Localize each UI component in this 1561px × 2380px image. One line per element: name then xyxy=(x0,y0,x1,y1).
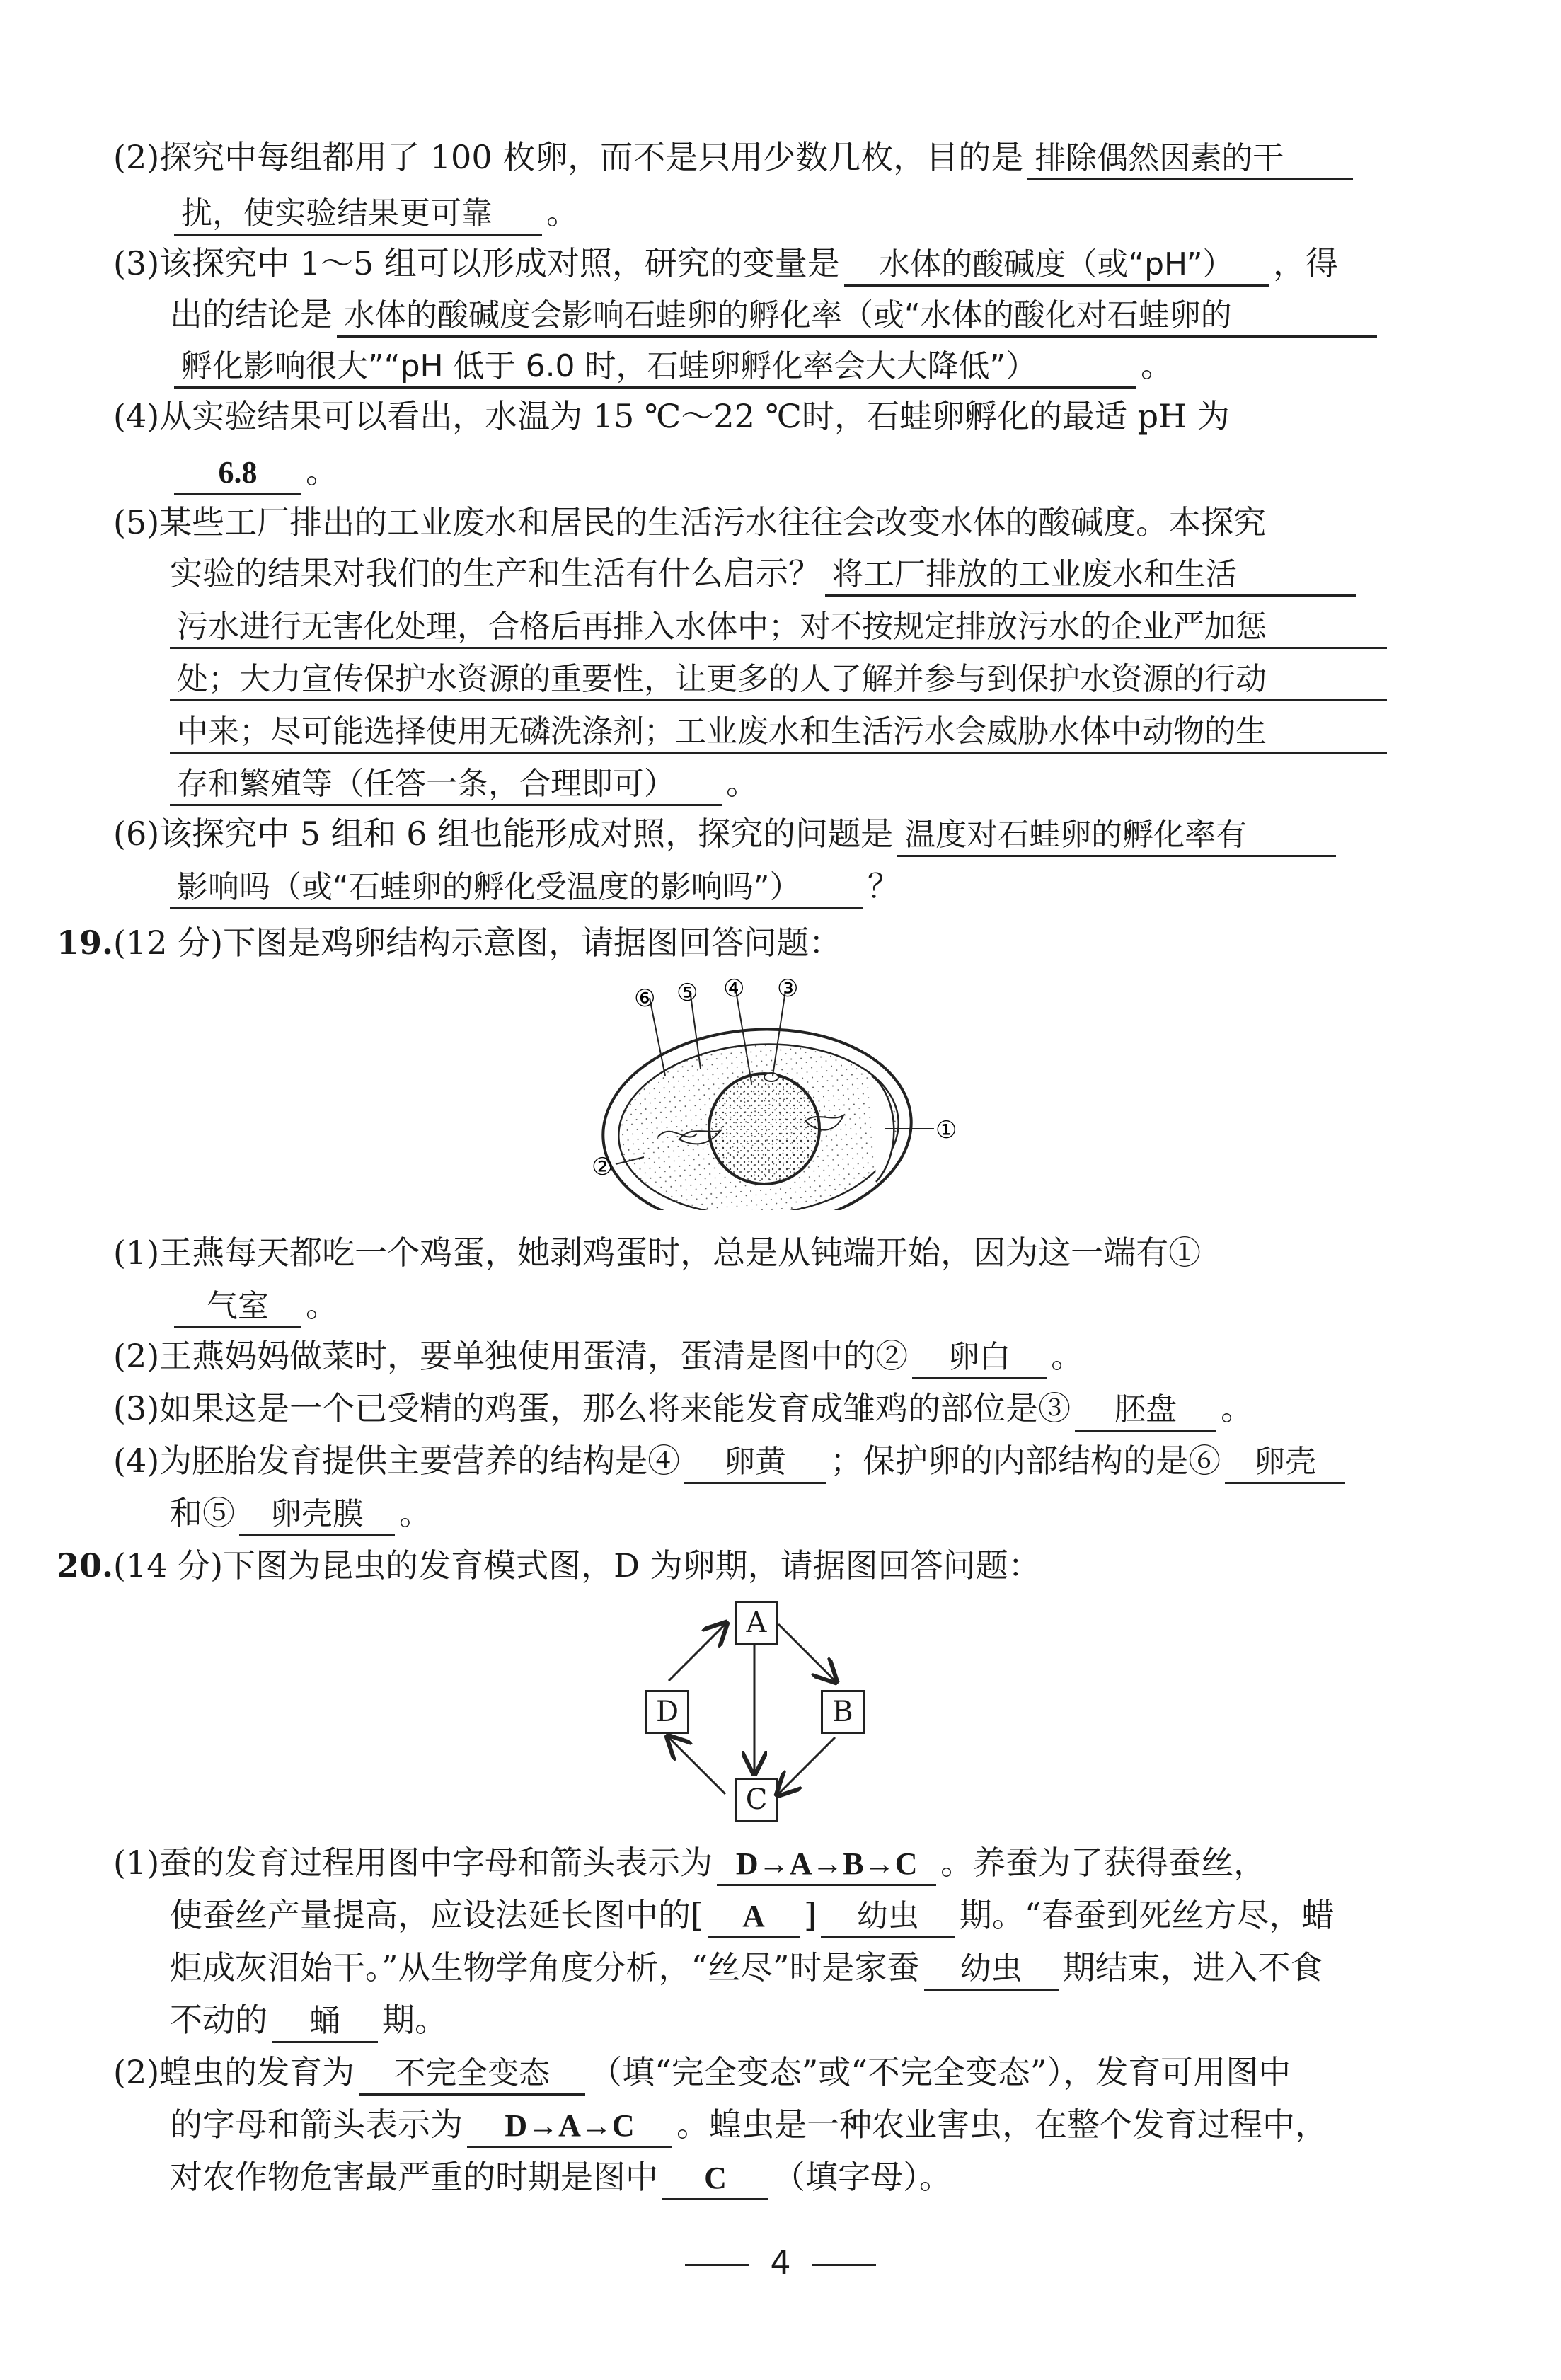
arrow-a-to-b xyxy=(778,1624,835,1681)
q19-p1-text: (1)王燕每天都吃一个鸡蛋，她剥鸡蛋时，总是从钝端开始，因为这一端有① xyxy=(113,1234,1202,1272)
q19-p4-end: 。 xyxy=(399,1494,432,1532)
q20-number: 20. xyxy=(57,1546,114,1585)
stage-box-a: A xyxy=(735,1601,778,1645)
yolk xyxy=(709,1074,819,1184)
q20-p2-line1 xyxy=(113,2050,1291,2095)
egg-structure-diagram xyxy=(566,970,962,1210)
q19-number: 19. xyxy=(57,924,114,962)
q20-p2-line3 xyxy=(170,2154,952,2200)
q18-p5-line1 xyxy=(113,500,1266,545)
q19-p4-answer-b: 卵壳 xyxy=(1225,1442,1345,1484)
q19-p1-line2 xyxy=(170,1282,338,1328)
q19-p4-answer-c: 卵壳膜 xyxy=(239,1495,395,1536)
q18-p6-line2 xyxy=(170,863,900,909)
label-3: ③ xyxy=(777,975,799,1003)
q18-p3-answer-a: 水体的酸碱度会影响石蛙卵的孵化率（或“水体的酸化对石蛙卵的 xyxy=(337,296,1377,338)
label-5: ⑤ xyxy=(676,979,698,1007)
q19-p3-end: 。 xyxy=(1221,1389,1254,1427)
q20-p1-mid: 。养蚕为了获得蚕丝， xyxy=(940,1844,1267,1882)
q20-p2-line3-text: 对农作物危害最严重的时期是图中 xyxy=(170,2158,658,2196)
label-2: ② xyxy=(592,1153,614,1181)
stage-box-d: D xyxy=(645,1690,689,1734)
q18-p6-line1 xyxy=(113,811,1340,856)
q20-p2-answer-sequence: D→A→C xyxy=(467,2106,672,2148)
q18-p5-answer-5: 存和繁殖等（任答一条，合理即可） xyxy=(170,764,722,806)
q18-p3-answer-variable: 水体的酸碱度（或“pH”） xyxy=(844,245,1269,287)
q18-p2-line2 xyxy=(170,190,579,235)
q19-p2-text: (2)王燕妈妈做菜时，要单独使用蛋清，蛋清是图中的② xyxy=(113,1337,909,1375)
q18-p3-end: 。 xyxy=(1141,346,1173,384)
q20-p1-text: (1)蚕的发育过程用图中字母和箭头表示为 xyxy=(113,1844,713,1882)
footer-dash-left xyxy=(685,2264,749,2266)
page-number: 4 xyxy=(770,2243,791,2282)
q19-p2-answer: 卵白 xyxy=(912,1338,1047,1379)
q18-p5-question: 实验的结果对我们的生产和生活有什么启示？ xyxy=(170,554,821,592)
q20-p1-line4 xyxy=(170,1997,447,2042)
q19-p3-text: (3)如果这是一个已受精的鸡蛋，那么将来能发育成雏鸡的部位是③ xyxy=(113,1389,1071,1427)
q18-p3-answer-b: 孵化影响很大”“pH 低于 6.0 时，石蛙卵孵化率会大大降低”） xyxy=(174,347,1136,389)
q19-p4-text: (4)为胚胎发育提供主要营养的结构是④ xyxy=(113,1442,681,1480)
q18-p6-text: (6)该探究中 5 组和 6 组也能形成对照，探究的问题是 xyxy=(113,815,894,853)
q18-p2-end: 。 xyxy=(546,193,579,231)
q18-p5-line4 xyxy=(170,655,1391,701)
q18-p5-answer-1: 将工厂排放的工业废水和生活 xyxy=(825,555,1356,597)
q19-p2-end: 。 xyxy=(1051,1337,1084,1375)
q18-p3-mid: ，得 xyxy=(1272,244,1338,282)
label-6: ⑥ xyxy=(634,984,656,1013)
q18-p4-answer: 6.8 xyxy=(174,453,301,495)
q18-p5-line6 xyxy=(170,760,759,805)
q18-p5-end: 。 xyxy=(726,764,759,802)
q20-p1-line2 xyxy=(170,1892,1334,1938)
q20-p2-answer-type: 不完全变态 xyxy=(359,2054,585,2096)
q20-p1-line3 xyxy=(170,1945,1323,1990)
stage-box-c: C xyxy=(735,1778,778,1822)
footer-dash-right xyxy=(812,2264,876,2266)
q20-p2-mid: （填“完全变态”或“不完全变态”），发育可用图中 xyxy=(589,2053,1291,2091)
q18-p5-answer-4: 中来；尽可能选择使用无磷洗涤剂；工业废水和生活污水会威胁水体中动物的生 xyxy=(170,712,1387,754)
q18-p2-answer-a: 排除偶然因素的干 xyxy=(1027,139,1353,180)
label-1: ① xyxy=(935,1116,957,1144)
q19-p4-mid: ；保护卵的内部结构的是⑥ xyxy=(830,1442,1221,1480)
q18-p5-line5 xyxy=(170,708,1391,753)
q18-p3-line2-text: 出的结论是 xyxy=(170,295,333,333)
q20-p1-answer-stage: 幼虫 xyxy=(821,1897,955,1938)
q20-p2-line2-text: 的字母和箭头表示为 xyxy=(170,2105,463,2144)
q18-p2-line1 xyxy=(113,134,1357,180)
q18-p5-line3 xyxy=(170,603,1391,648)
q18-p6-answer-b: 影响吗（或“石蛙卵的孵化受温度的影响吗”） xyxy=(170,868,863,909)
q18-p2-text: (2)探究中每组都用了 100 枚卵，而不是只用少数几枚，目的是 xyxy=(113,138,1024,176)
q18-p4-text: (4)从实验结果可以看出，水温为 15 ℃～22 ℃时，石蛙卵孵化的最适 pH 为 xyxy=(113,397,1230,435)
q19-stem-text: (12 分)下图是鸡卵结构示意图，请据图回答问题： xyxy=(113,924,842,962)
q19-p3-answer: 胚盘 xyxy=(1075,1390,1216,1432)
q20-p1-line3-end: 期结束，进入不食 xyxy=(1062,1948,1323,1987)
q19-p2-line xyxy=(113,1333,1083,1379)
q20-p1-line1 xyxy=(113,1840,1266,1885)
q18-p6-answer-a: 温度对石蛙卵的孵化率有 xyxy=(897,815,1336,857)
q18-p3-line3 xyxy=(170,343,1173,388)
q20-p2-line2-end: 。蝗虫是一种农业害虫，在整个发育过程中， xyxy=(676,2105,1327,2144)
q20-p2-text: (2)蝗虫的发育为 xyxy=(113,2053,355,2091)
q20-p1-line2-end: 期。“春蚕到死丝方尽，蜡 xyxy=(959,1896,1335,1934)
q20-p1-answer-sequence: D→A→B→C xyxy=(717,1844,936,1886)
q20-p2-answer-letter: C xyxy=(662,2158,768,2200)
q20-p1-answer-stage2: 幼虫 xyxy=(924,1949,1059,1991)
q18-p5-answer-2: 污水进行无害化处理，合格后再排入水体中；对不按规定排放污水的企业严加惩 xyxy=(170,607,1387,649)
q18-p6-end: ？ xyxy=(868,867,900,905)
q20-p2-line3-end: （填字母）。 xyxy=(773,2158,952,2196)
q19-p1-answer: 气室 xyxy=(174,1287,301,1328)
q19-p1-end: 。 xyxy=(306,1286,338,1324)
q18-p4-line2 xyxy=(170,449,338,494)
q20-p1-line3-text: 炬成灰泪始干。”从生物学角度分析，“丝尽”时是家蚕 xyxy=(170,1948,920,1987)
q20-p1-line2-text: 使蚕丝产量提高，应设法延长图中的[ xyxy=(170,1896,703,1934)
q20-p1-answer-pupa: 蛹 xyxy=(272,2001,378,2043)
q20-p2-line2 xyxy=(170,2102,1327,2147)
q20-p1-line4-text: 不动的 xyxy=(170,2001,267,2039)
q18-p5-text: (5)某些工厂排出的工业废水和居民的生活污水往往会改变水体的酸碱度。本探究 xyxy=(113,503,1267,541)
q18-p5-line2 xyxy=(170,551,1360,596)
q19-stem xyxy=(57,920,841,965)
q19-p4-line1 xyxy=(113,1438,1349,1483)
q20-p1-bracket: ] xyxy=(803,1896,817,1934)
q19-p4-answer-a: 卵黄 xyxy=(684,1442,826,1484)
q20-stem-text: (14 分)下图为昆虫的发育模式图，D 为卵期，请据图回答问题： xyxy=(113,1546,1041,1585)
q19-p4-line2 xyxy=(170,1490,432,1536)
label-4: ④ xyxy=(723,975,745,1003)
q20-p1-line4-end: 期。 xyxy=(382,2001,447,2039)
q19-p3-line xyxy=(113,1386,1253,1431)
q18-p2-answer-b: 扰，使实验结果更可靠 xyxy=(174,194,542,236)
q20-p1-answer-letter: A xyxy=(708,1897,800,1938)
arrow-d-to-a xyxy=(669,1624,725,1681)
q18-p5-answer-3: 处；大力宣传保护水资源的重要性，让更多的人了解并参与到保护水资源的行动 xyxy=(170,660,1387,701)
page-footer xyxy=(0,2243,1561,2282)
stage-box-b: B xyxy=(821,1690,865,1734)
germinal-disc xyxy=(764,1073,778,1081)
arrow-c-to-d xyxy=(669,1737,725,1794)
q18-p4-end: 。 xyxy=(306,452,338,490)
q19-p4-line2-text: 和⑤ xyxy=(170,1494,235,1532)
q20-stem xyxy=(57,1543,1041,1588)
q18-p3-line1 xyxy=(113,241,1338,286)
q18-p3-text: (3)该探究中 1～5 组可以形成对照，研究的变量是 xyxy=(113,244,840,282)
arrow-b-to-c xyxy=(778,1737,835,1794)
q19-p1-line1 xyxy=(113,1230,1201,1275)
q18-p3-line2 xyxy=(170,292,1381,337)
q18-p4-line1 xyxy=(113,393,1230,439)
development-arrows xyxy=(637,1592,877,1833)
